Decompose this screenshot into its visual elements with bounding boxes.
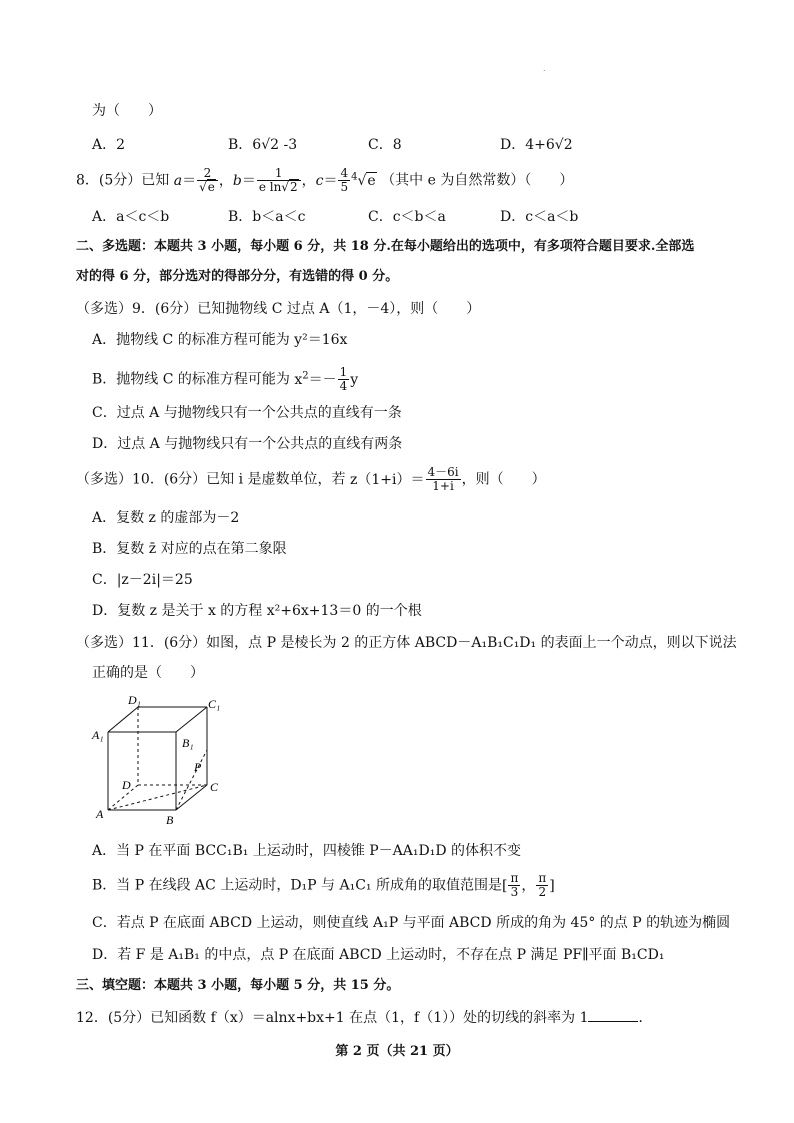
q11-option-a: A．当 P 在平面 BCC₁B₁ 上运动时，四棱锥 P－AA₁D₁D 的体积不变 (92, 843, 522, 859)
q7-tail: 为（ ） (92, 103, 162, 119)
section3-title: 三、填空题：本题共 3 小题，每小题 5 分，共 15 分。 (76, 978, 400, 993)
label-a: A (96, 807, 104, 821)
q8-option-a: A．a＜c＜b (92, 209, 170, 225)
q12-answer-blank (588, 1009, 638, 1022)
q11-option-b (92, 872, 555, 899)
q10-stem-suffix: ，则（ ） (461, 471, 546, 488)
q7-option-d: D．4+6√2 (500, 137, 573, 153)
label-b: B (166, 813, 174, 827)
q7-option-a: A．2 (92, 137, 126, 153)
q8-stem-prefix: 8．(5分）已知 (76, 172, 170, 189)
q7-option-b: B．6√2 -3 (228, 137, 298, 153)
q12-stem-text: 12．(5分）已知函数 f（x）＝alnx+bx+1 在点（1，f（1））处的切线的斜率为 1 (76, 1010, 589, 1026)
q10-option-b: B．复数 z̄ 对应的点在第二象限 (92, 541, 287, 557)
q7-option-c: C．8 (368, 137, 402, 153)
q8-option-d: D．c＜a＜b (500, 209, 579, 225)
q9-option-d: D．过点 A 与抛物线只有一个公共点的直线有两条 (92, 436, 403, 452)
q8-option-c: C．c＜b＜a (368, 209, 446, 225)
q10-stem-prefix: （多选）10．(6分）已知 i 是虚数单位，若 (76, 471, 351, 488)
q12-end: ． (638, 1010, 653, 1026)
q9-option-b-formula: $x^2=-$ $\frac{1}{4}$ y (294, 365, 359, 394)
label-a1: A₁ (92, 728, 104, 742)
q10-stem (76, 466, 546, 493)
page-footer: 第 2 页（共 21 页） (335, 1044, 459, 1059)
edge-b1c1 (176, 707, 207, 732)
q11-option-b-prefix: B．当 P 在线段 AC 上运动时，D₁P 与 A₁C₁ 所成角的取值范围是 (92, 877, 502, 894)
label-b1: B₁ (182, 736, 194, 750)
q10-option-d: D．复数 z 是关于 x 的方程 x²+6x+13＝0 的一个根 (92, 603, 422, 619)
edge-a1d1 (108, 707, 138, 732)
q11-option-b-formula: [ $\frac{\pi}{3}$ ， $\frac{\pi}{2}$ ] (501, 871, 555, 899)
label-p: P (194, 760, 202, 774)
q10-formula: z（1+i）＝ $\frac{4-6i}{1+i}$ (350, 465, 459, 493)
q8-stem-suffix: （其中 e 为自然常数）（ ） (381, 172, 574, 189)
q9-option-c: C．过点 A 与抛物线只有一个公共点的直线有一条 (92, 405, 402, 421)
q11-stem-cont: 正确的是（ ） (92, 665, 204, 681)
section2-title: 二、多选题：本题共 3 小题，每小题 6 分，共 18 分.在每小题给出的选项中，有多项符合题目要求.全部选 (76, 239, 695, 254)
cube-figure (90, 692, 240, 828)
q10-option-c: C．|z－2i|＝25 (92, 572, 193, 588)
q8-formula: a＝ $\frac{2}{√e}$ ，b＝ $\frac{1}{\text{e ln√2}}$ ，c＝ $\frac{4}{5}$ $^4$√e (173, 166, 376, 195)
q9-option-b (92, 364, 358, 393)
q10-option-a: A．复数 z 的虚部为－2 (92, 510, 240, 526)
segment-bp (176, 750, 207, 810)
label-c: C (210, 780, 219, 794)
q11-stem: （多选）11．(6分）如图，点 P 是棱长为 2 的正方体 ABCD－A₁B₁C₁D₁ 的表面上一个动点，则以下说法 (76, 635, 737, 651)
q9-stem: （多选）9．(6分）已知抛物线 C 过点 A（1，－4），则（ ） (76, 301, 481, 317)
label-d: D (122, 778, 131, 792)
q11-option-d: D．若 F 是 A₁B₁ 的中点，点 P 在底面 ABCD 上运动时，不存在点 P 满足 PF∥平面 B₁CD₁ (92, 947, 665, 963)
scan-dot: . (543, 64, 546, 73)
q8-option-b: B．b＜a＜c (228, 209, 306, 225)
q9-option-a: A．抛物线 C 的标准方程可能为 y²＝16x (92, 332, 348, 348)
label-c1: C₁ (208, 697, 221, 711)
label-d1: D₁ (128, 693, 141, 707)
q12-stem (76, 1009, 652, 1027)
q8-stem (76, 164, 573, 194)
q11-option-c: C．若点 P 在底面 ABCD 上运动，则使直线 A₁P 与平面 ABCD 所成的角为 45° 的点 P 的轨迹为椭圆 (92, 915, 731, 931)
section2-title-cont: 对的得 6 分，部分选对的得部分分，有选错的得 0 分。 (76, 269, 399, 284)
q9-option-b-prefix: B．抛物线 C 的标准方程可能为 (92, 371, 295, 388)
